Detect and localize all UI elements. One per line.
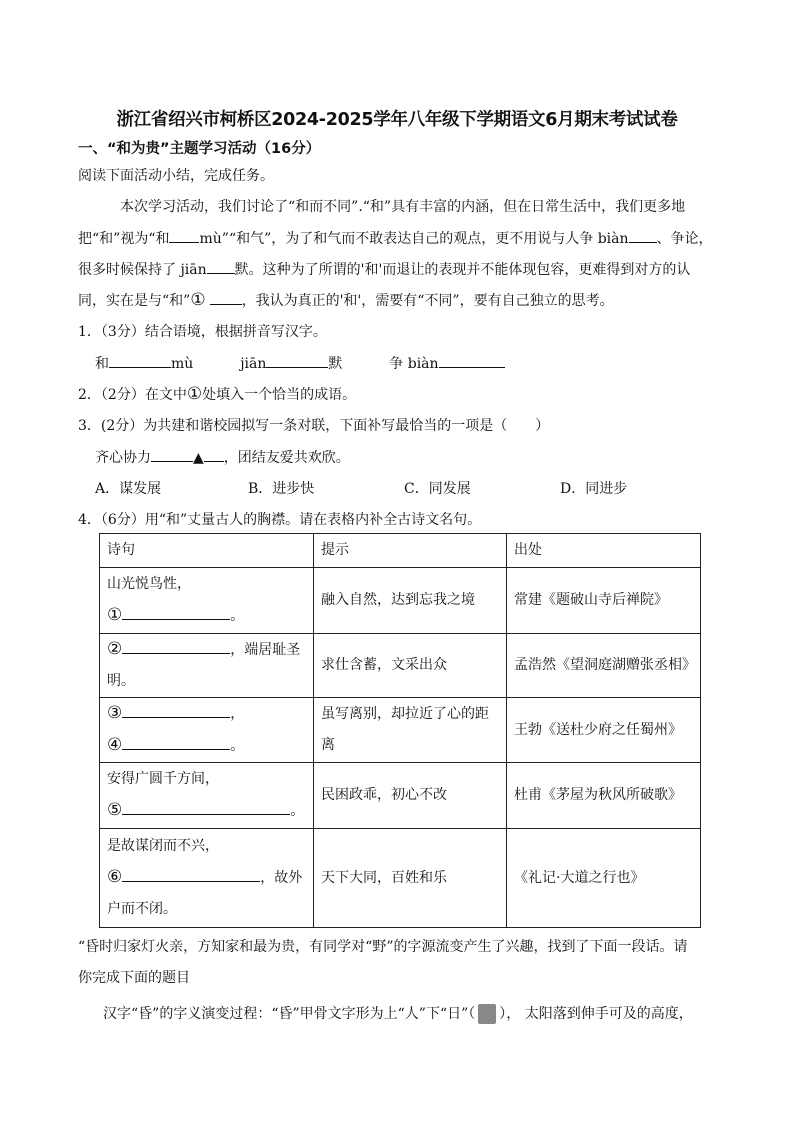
hint-cell: 求仕含蓄，文采出众 bbox=[314, 634, 507, 698]
blank-mu bbox=[169, 228, 199, 243]
q1-blank-c bbox=[439, 353, 505, 368]
poem-cell: 是故谋闭而不兴， ⑥ ，故外 户而不闭。 bbox=[100, 829, 314, 928]
table-row bbox=[100, 829, 701, 928]
blank-bian bbox=[629, 228, 657, 243]
after-line-3: 汉字“昏”的字义演变过程：“昏”甲骨文字形为上“人”下“日”（ ）， 太阳落到伸手可及的高度， bbox=[103, 1006, 693, 1022]
q3-option-b: B．进步快 bbox=[248, 481, 315, 497]
q3-option-d: D．同进步 bbox=[560, 481, 628, 497]
q3-blank bbox=[151, 447, 193, 462]
q1-stem: 1．（3分）结合语境，根据拼音写汉字。 bbox=[78, 324, 327, 340]
hint-cell: 民困政乖，初心不改 bbox=[314, 763, 507, 829]
q1-blank-b bbox=[266, 353, 328, 368]
hint-cell: 融入自然，达到忘我之境 bbox=[314, 568, 507, 634]
after-line-1: “昏时归家灯火亲，方知家和最为贵，有同学对“野”的字源流变产生了兴趣，找到了下面一段话。请 bbox=[78, 939, 688, 955]
triangle-icon: ▲ bbox=[193, 450, 204, 466]
table-row bbox=[100, 763, 701, 829]
blank-poem-2 bbox=[122, 639, 230, 654]
q1-blank-a bbox=[109, 353, 171, 368]
q2-stem: 2．（2分）在文中①处填入一个恰当的成语。 bbox=[78, 384, 357, 404]
blank-jian bbox=[207, 259, 235, 274]
q3-couplet: 齐心协力 ▲ ，团结友爱共欢欣。 bbox=[95, 447, 350, 467]
intro-text: 阅读下面活动小结，完成任务。 bbox=[78, 168, 274, 184]
paragraph-line-3: 很多时候保持了 jiān 默。这种为了所谓的'和'而退让的表现并不能体现包容，更难得到对方的认 bbox=[78, 259, 690, 279]
source-cell: 王勃《送杜少府之任蜀州》 bbox=[507, 698, 701, 763]
blank-poem-4 bbox=[122, 735, 230, 750]
marker-1: ① bbox=[190, 290, 206, 310]
q3-option-c: C．同发展 bbox=[404, 481, 471, 497]
blank-poem-1 bbox=[122, 605, 230, 620]
hint-cell: 天下大同，百姓和乐 bbox=[314, 829, 507, 928]
source-cell: 杜甫《茅屋为秋风所破歌》 bbox=[507, 763, 701, 829]
header-poem: 诗句 bbox=[100, 534, 314, 568]
blank-poem-3 bbox=[122, 703, 230, 718]
poem-cell: ③ ， ④ 。 bbox=[100, 698, 314, 763]
after-line-2: 你完成下面的题目 bbox=[78, 970, 190, 986]
oracle-bone-glyph-icon bbox=[478, 1004, 496, 1024]
q3-stem: 3．(2分）为共建和谐校园拟写一条对联，下面补写最恰当的一项是（ ） bbox=[78, 418, 550, 434]
header-source: 出处 bbox=[507, 534, 701, 568]
hint-cell: 虽写离别，却拉近了心的距 离 bbox=[314, 698, 507, 763]
table-row bbox=[100, 568, 701, 634]
q1-blanks: 和 mù jiān 默 争 biàn bbox=[95, 353, 505, 373]
table-row bbox=[100, 634, 701, 698]
source-cell: 孟浩然《望洞庭湖赠张丞相》 bbox=[507, 634, 701, 698]
paragraph-line-2: 把“和”视为“和 mù”“和气”，为了和气而不敢表达自己的观点，更不用说与人争 biàn 、争论， bbox=[78, 228, 713, 248]
poem-table bbox=[99, 533, 701, 928]
poem-cell: 安得广圆千方间， ⑤ 。 bbox=[100, 763, 314, 829]
exam-title: 浙江省绍兴市柯桥区2024-2025学年八年级下学期语文6月期末考试试卷 bbox=[116, 110, 678, 130]
table-row bbox=[100, 698, 701, 763]
paragraph-line-4: 同，实在是与“和”① ，我认为真正的'和'，需要有“不同”，要有自己独立的思考。 bbox=[78, 290, 614, 310]
table-header-row bbox=[100, 534, 701, 568]
header-hint: 提示 bbox=[314, 534, 507, 568]
source-cell: 《礼记·大道之行也》 bbox=[507, 829, 701, 928]
blank-poem-5 bbox=[122, 800, 290, 815]
poem-cell: ② ，端居耻圣 明。 bbox=[100, 634, 314, 698]
blank-poem-6 bbox=[122, 867, 260, 882]
blank-1 bbox=[210, 290, 242, 305]
q4-stem: 4．（6分）用“和”丈量古人的胸襟。请在表格内补全古诗文名句。 bbox=[78, 512, 482, 528]
paragraph-line-1: 本次学习活动，我们讨论了“和而不同”.“和”具有丰富的内涵，但在日常生活中，我们更多地 bbox=[120, 199, 686, 215]
section-1-heading: 一、“和为贵”主题学习活动（16分） bbox=[78, 141, 321, 157]
q3-option-a: A．谋发展 bbox=[95, 481, 162, 497]
poem-cell: 山光悦鸟性， ① 。 bbox=[100, 568, 314, 634]
source-cell: 常建《题破山寺后禅院》 bbox=[507, 568, 701, 634]
